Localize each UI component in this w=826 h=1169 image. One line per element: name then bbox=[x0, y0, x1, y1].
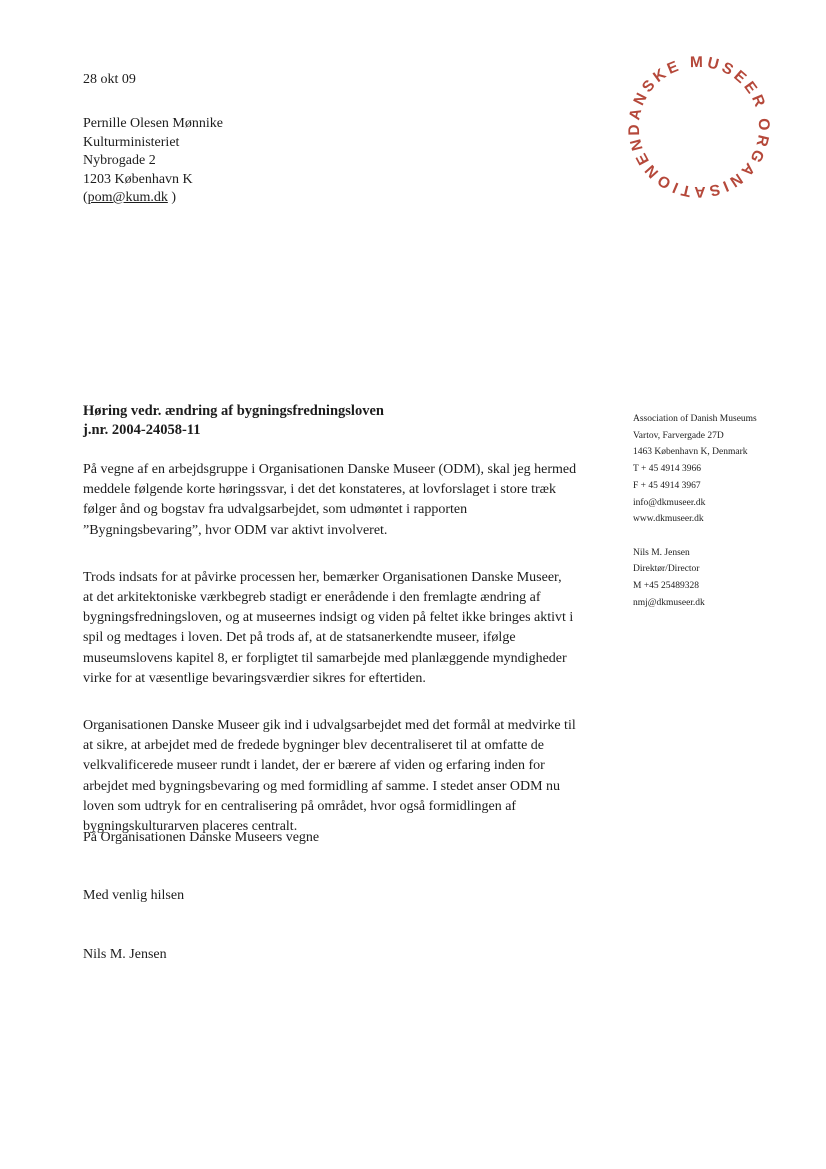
letter-greeting: Med venlig hilsen bbox=[83, 888, 185, 903]
logo-ring-text bbox=[616, 52, 782, 202]
paragraph-line: Organisationen Danske Museer gik ind i udvalgsarbejdet med det formål at medvirke til bbox=[83, 718, 576, 734]
sidebar-org: Association of Danish Museums bbox=[633, 414, 757, 424]
sidebar-web[interactable]: www.dkmuseer.dk bbox=[633, 514, 704, 525]
email-open-paren: ( bbox=[83, 190, 88, 205]
recipient-name: Pernille Olesen Mønnike bbox=[83, 116, 223, 131]
paragraph-line: følger ånd og bogstav fra udvalgsarbejdet, som udmøntet i rapporten bbox=[83, 502, 468, 518]
paragraph-line: arbejdet med bygningsbevaring og med formidling af samme. I stedet anser ODM nu bbox=[83, 778, 561, 794]
letter-subject bbox=[83, 402, 384, 440]
odm-logo bbox=[606, 52, 796, 202]
paragraph-line: velkvalificerede museer rundt i landet, der er bærere af viden og erfaring inden for bbox=[83, 758, 545, 774]
paragraph-line: bygningsfredningsloven, og at museernes indsigt og viden på feltet ikke bringes aktivt i bbox=[83, 610, 574, 626]
letter-date: 28 okt 09 bbox=[83, 72, 136, 87]
paragraph-line: spil og medtages i loven. Det på trods af, at de statsanerkendte museer, ifølge bbox=[83, 630, 516, 646]
paragraph-line: loven som udtryk for en centralisering på området, hvor også formidlingen af bbox=[83, 798, 517, 814]
recipient-email-link[interactable]: pom@kum.dk bbox=[87, 190, 168, 205]
paragraph-2 bbox=[83, 568, 623, 689]
sidebar-contact-title: Direktør/Director bbox=[633, 564, 700, 575]
paragraph-line: virke for at væsentlige bevaringsværdier sikres for eftertiden. bbox=[83, 670, 426, 686]
sidebar-city: 1463 København K, Denmark bbox=[633, 447, 748, 458]
sidebar-street: Vartov, Farvergade 27D bbox=[633, 430, 724, 441]
letter-signer: Nils M. Jensen bbox=[83, 947, 167, 962]
logo-text-path: DANSKE MUSEER ORGANISATIONEN bbox=[625, 53, 773, 201]
sidebar-spacer bbox=[633, 528, 757, 545]
sidebar-fax: F + 45 4914 3967 bbox=[633, 480, 701, 491]
svg-text:DANSKE MUSEER ORGANISATIONEN bbox=[616, 52, 782, 202]
paragraph-line: På vegne af en arbejdsgruppe i Organisationen Danske Museer (ODM), skal jeg hermed bbox=[83, 462, 577, 477]
paragraph-line: bygningskulturarven placeres centralt. bbox=[83, 819, 298, 835]
recipient-organization: Kulturministeriet bbox=[83, 134, 180, 150]
sidebar-contact-email[interactable]: nmj@dkmuseer.dk bbox=[633, 597, 705, 608]
paragraph-line: Trods indsats for at påvirke processen her, bemærker Organisationen Danske Museer, bbox=[83, 569, 562, 585]
recipient-address bbox=[83, 115, 223, 208]
recipient-street: Nybrogade 2 bbox=[83, 153, 156, 168]
sidebar-email[interactable]: info@dkmuseer.dk bbox=[633, 497, 706, 508]
paragraph-3 bbox=[83, 716, 623, 837]
sidebar-contact-mobile: M +45 25489328 bbox=[633, 581, 700, 592]
paragraph-line: meddele følgende korte høringssvar, i det det konstateres, at lovforslaget i store træk bbox=[83, 482, 556, 498]
sidebar-contact-name: Nils M. Jensen bbox=[633, 547, 690, 558]
paragraph-line: at sikre, at arbejdet med de fredede bygninger blev decentraliseret til at omfatte de bbox=[83, 738, 545, 754]
letter-closing: På Organisationen Danske Museers vegne bbox=[83, 830, 320, 845]
sidebar-phone: T + 45 4914 3966 bbox=[633, 464, 701, 475]
paragraph-line: ”Bygningsbevaring”, hvor ODM var aktivt involveret. bbox=[83, 522, 388, 538]
paragraph-line: at det arkitektoniske værkbegreb stadigt er enerådende i den fremlagte ændring af bbox=[83, 590, 541, 606]
recipient-email-line bbox=[83, 189, 223, 208]
sender-sidebar bbox=[633, 411, 757, 611]
recipient-city: 1203 København K bbox=[83, 171, 193, 187]
letter-body bbox=[83, 460, 623, 864]
email-close-paren: ) bbox=[167, 190, 177, 205]
subject-reference: j.nr. 2004-24058-11 bbox=[83, 422, 201, 438]
paragraph-line: museumslovens kapitel 8, er forpligtet til samarbejde med planlæggende myndigheder bbox=[83, 650, 567, 666]
subject-title: Høring vedr. ændring af bygningsfredningsloven bbox=[83, 403, 384, 419]
paragraph-1 bbox=[83, 460, 623, 541]
